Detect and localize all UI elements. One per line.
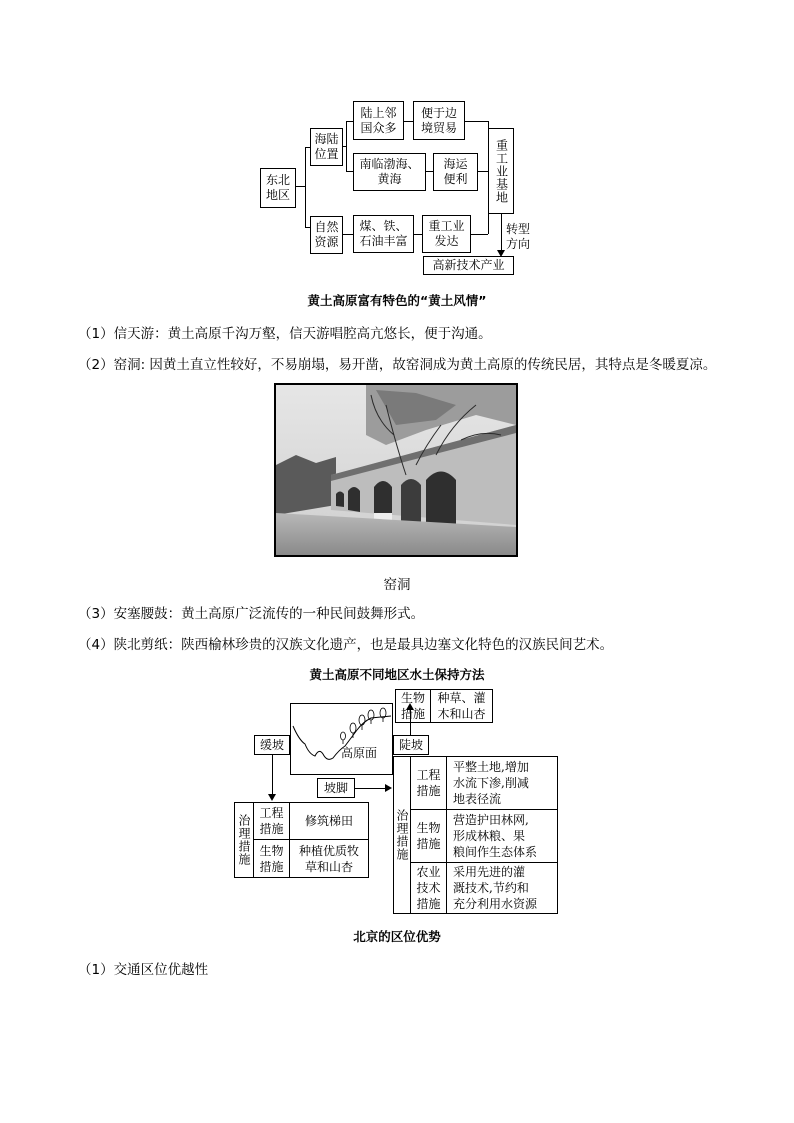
steep-slope-label: 陡坡 bbox=[393, 735, 429, 755]
neighbors-node: 陆上邻 国众多 bbox=[353, 101, 404, 140]
high-tech-node: 高新技术产业 bbox=[423, 256, 514, 275]
connector bbox=[343, 234, 353, 235]
arrow-line bbox=[501, 213, 502, 253]
paragraph-transport: （1）交通区位优越性 bbox=[78, 962, 209, 978]
right-agri-text: 采用先进的灌 溉技术,节约和 充分利用水资源 bbox=[446, 862, 558, 914]
top-bio-label: 生物 措施 bbox=[395, 689, 431, 723]
paragraph-xintianyou: （1）信天游：黄土高原千沟万壑，信天游唱腔高亢悠长，便于沟通。 bbox=[78, 326, 492, 342]
arrow-line bbox=[410, 709, 411, 735]
paragraph-papercut: （4）陕北剪纸：陕西榆林珍贵的汉族文化遗产，也是最具边塞文化特色的汉族民间艺术。 bbox=[78, 637, 614, 653]
plateau-top-label: 高原面 bbox=[341, 746, 378, 760]
heavy-base-node: 重工业基地 bbox=[488, 128, 514, 214]
connector bbox=[295, 186, 305, 187]
paragraph-ansai-drum: （3）安塞腰鼓：黄土高原广泛流传的一种民间鼓舞形式。 bbox=[78, 606, 425, 622]
connector bbox=[346, 121, 347, 171]
connector bbox=[305, 147, 306, 227]
connector bbox=[404, 121, 413, 122]
left-bio-text: 种植优质牧 草和山杏 bbox=[289, 839, 369, 878]
left-governance-label: 治理措施 bbox=[234, 802, 254, 878]
top-bio-text: 种草、灌 木和山杏 bbox=[430, 689, 493, 723]
connector bbox=[478, 171, 488, 172]
left-eng-text: 修筑梯田 bbox=[289, 802, 369, 840]
connector bbox=[343, 146, 346, 147]
sea-transport-node: 海运 便利 bbox=[433, 153, 478, 191]
arrow-right-icon bbox=[385, 784, 392, 792]
right-bio-text: 营造护田林网, 形成林粮、果 粮间作生态体系 bbox=[446, 809, 558, 863]
arrow-line bbox=[355, 788, 385, 789]
right-eng-text: 平整土地,增加 水流下渗,削减 地表径流 bbox=[446, 756, 558, 810]
left-bio-label: 生物 措施 bbox=[253, 839, 290, 878]
transform-label: 转型 方向 bbox=[506, 222, 531, 251]
connector bbox=[346, 171, 353, 172]
photo-caption: 窑洞 bbox=[383, 577, 411, 593]
landscape-sketch bbox=[290, 703, 393, 775]
connector bbox=[465, 121, 488, 122]
cave-dwelling-image bbox=[276, 385, 516, 555]
connector bbox=[346, 121, 353, 122]
right-governance-label: 治理措施 bbox=[393, 756, 411, 914]
heavy-industry-node: 重工业 发达 bbox=[422, 215, 471, 253]
connector bbox=[414, 234, 422, 235]
cave-dwelling-photo bbox=[274, 383, 518, 557]
root-node: 东北 地区 bbox=[260, 168, 296, 208]
connector bbox=[426, 171, 433, 172]
connector bbox=[471, 234, 488, 235]
border-trade-node: 便于边 境贸易 bbox=[413, 101, 465, 140]
section-heading-loess-customs: 黄土高原富有特色的“黄土风情” bbox=[307, 293, 487, 308]
arrow-down-icon bbox=[268, 794, 276, 801]
section-heading-soil-conservation: 黄土高原不同地区水土保持方法 bbox=[309, 667, 485, 682]
paragraph-cave-dwelling: （2）窑洞: 因黄土直立性较好，不易崩塌，易开凿，故窑洞成为黄土高原的传统民居，其特点是冬暖夏凉。 bbox=[78, 357, 717, 373]
minerals-node: 煤、铁、 石油丰富 bbox=[353, 215, 414, 253]
slope-foot-label: 坡脚 bbox=[317, 778, 355, 798]
arrow-line bbox=[272, 755, 273, 795]
arrow-up-icon bbox=[406, 703, 414, 710]
right-bio-label: 生物 措施 bbox=[410, 809, 447, 863]
left-eng-label: 工程 措施 bbox=[253, 802, 290, 840]
slope-sketch-image bbox=[291, 704, 392, 774]
section-heading-beijing: 北京的区位优势 bbox=[353, 929, 441, 944]
resources-node: 自然 资源 bbox=[310, 216, 343, 254]
gentle-slope-label: 缓坡 bbox=[254, 735, 290, 755]
right-agri-label: 农业 技术 措施 bbox=[410, 862, 447, 914]
right-eng-label: 工程 措施 bbox=[410, 756, 447, 810]
location-node: 海陆 位置 bbox=[310, 128, 343, 166]
near-sea-node: 南临渤海、 黄海 bbox=[353, 153, 426, 191]
